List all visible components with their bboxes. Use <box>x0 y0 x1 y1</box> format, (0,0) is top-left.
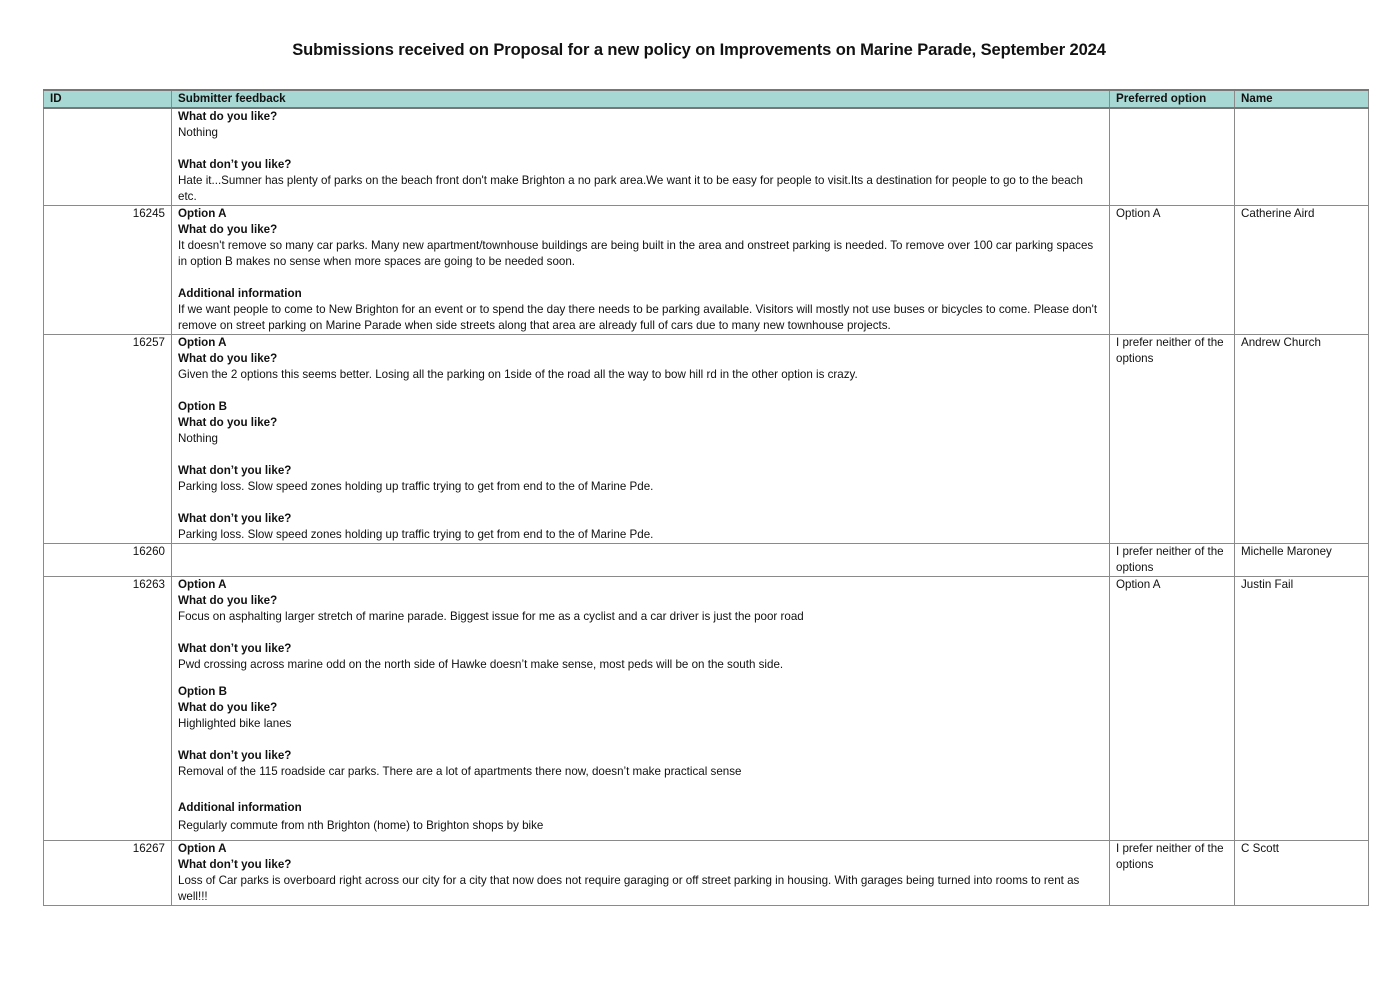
cell-name: Michelle Maroney <box>1235 544 1369 577</box>
answer-text: Regularly commute from nth Brighton (home) to Brighton shops by bike <box>178 819 544 832</box>
header-name: Name <box>1235 90 1369 108</box>
answer-text: Nothing <box>178 126 218 139</box>
submissions-table <box>43 89 1369 906</box>
question-label: What do you like? <box>178 594 278 607</box>
cell-id: 16267 <box>44 841 172 906</box>
answer-text: Loss of Car parks is overboard right across our city for a city that now does not require garaging or off street parking in housing. With garages being turned into rooms to rent as well!!! <box>178 874 1080 903</box>
cell-preferred-option <box>1110 108 1235 206</box>
question-label: What do you like? <box>178 416 278 429</box>
question-label: What do you like? <box>178 223 278 236</box>
option-label: Option A <box>178 842 227 855</box>
answer-text: If we want people to come to New Brighton for an event or to spend the day there needs to be parking available. Visitors will mostly not use buses or bicycles to come. Please don't remove on street parking on Marine Parade when side streets along that area are already full of cars due to many new townhouse projects. <box>178 303 1098 332</box>
option-label: Option B <box>178 685 227 698</box>
option-label: Option A <box>178 207 227 220</box>
answer-text: Parking loss. Slow speed zones holding up traffic trying to get from end to the of Marine Pde. <box>178 480 654 493</box>
table-row <box>44 108 1369 206</box>
cell-id: 16260 <box>44 544 172 577</box>
cell-preferred-option: I prefer neither of the options <box>1110 841 1235 906</box>
answer-text: It doesn't remove so many car parks. Many new apartment/townhouse buildings are being built in the area and onstreet parking is needed. To remove over 100 car parking spaces in option B makes no sense when more spaces are going to be needed soon. <box>178 239 1094 268</box>
page-title: Submissions received on Proposal for a new policy on Improvements on Marine Parade, September 2024 <box>292 41 1106 59</box>
table-row <box>44 544 1369 577</box>
option-label: Option B <box>178 400 227 413</box>
answer-text: Removal of the 115 roadside car parks. There are a lot of apartments there now, doesn’t make practical sense <box>178 765 742 778</box>
header-id: ID <box>44 90 172 108</box>
cell-name: Catherine Aird <box>1235 206 1369 335</box>
cell-feedback <box>172 577 1110 841</box>
cell-feedback <box>172 108 1110 206</box>
question-label: What do you like? <box>178 352 278 365</box>
table-row <box>44 577 1369 841</box>
answer-text: Parking loss. Slow speed zones holding up traffic trying to get from end to the of Marine Pde. <box>178 528 654 541</box>
cell-preferred-option: Option A <box>1110 206 1235 335</box>
table-row <box>44 335 1369 544</box>
question-label: What don’t you like? <box>178 749 292 762</box>
cell-feedback <box>172 544 1110 577</box>
answer-text: Given the 2 options this seems better. Losing all the parking on 1side of the road all the way to bow hill rd in the other option is crazy. <box>178 368 858 381</box>
question-label: What don’t you like? <box>178 512 292 525</box>
cell-id: 16245 <box>44 206 172 335</box>
option-label: Option A <box>178 336 227 349</box>
question-label: What do you like? <box>178 701 278 714</box>
cell-name <box>1235 108 1369 206</box>
question-label: What don’t you like? <box>178 858 292 871</box>
cell-feedback <box>172 841 1110 906</box>
answer-text: Focus on asphalting larger stretch of marine parade. Biggest issue for me as a cyclist and a car driver is just the poor road <box>178 610 804 623</box>
cell-name: Justin Fail <box>1235 577 1369 841</box>
option-label: Option A <box>178 578 227 591</box>
question-label: Additional information <box>178 801 302 814</box>
cell-id: 16263 <box>44 577 172 841</box>
cell-id <box>44 108 172 206</box>
table-header-row <box>44 90 1369 108</box>
cell-preferred-option: I prefer neither of the options <box>1110 544 1235 577</box>
table-row <box>44 841 1369 906</box>
cell-name: C Scott <box>1235 841 1369 906</box>
table-row <box>44 206 1369 335</box>
cell-preferred-option: Option A <box>1110 577 1235 841</box>
answer-text: Highlighted bike lanes <box>178 717 292 730</box>
question-label: What don’t you like? <box>178 464 292 477</box>
answer-text: Pwd crossing across marine odd on the north side of Hawke doesn’t make sense, most peds will be on the south side. <box>178 658 784 671</box>
cell-preferred-option: I prefer neither of the options <box>1110 335 1235 544</box>
answer-text: Hate it...Sumner has plenty of parks on the beach front don't make Brighton a no park area.We want it to be easy for people to visit.Its a destination for people to go to the beach etc. <box>178 174 1083 203</box>
question-label: Additional information <box>178 287 302 300</box>
cell-feedback <box>172 206 1110 335</box>
question-label: What do you like? <box>178 110 278 123</box>
question-label: What don’t you like? <box>178 642 292 655</box>
question-label: What don’t you like? <box>178 158 292 171</box>
cell-feedback <box>172 335 1110 544</box>
cell-id: 16257 <box>44 335 172 544</box>
header-feedback: Submitter feedback <box>172 90 1110 108</box>
cell-name: Andrew Church <box>1235 335 1369 544</box>
answer-text: Nothing <box>178 432 218 445</box>
header-preferred-option: Preferred option <box>1110 90 1235 108</box>
